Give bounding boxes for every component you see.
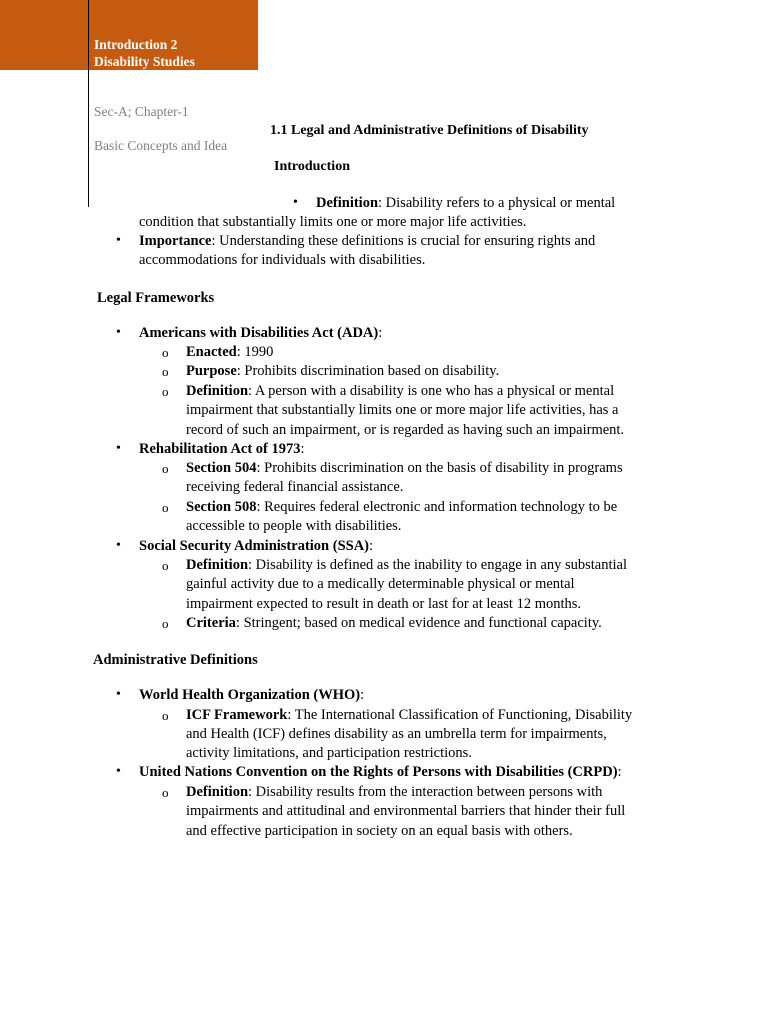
colon: :	[360, 687, 365, 703]
rehab-504-line2: receiving federal financial assistance.	[186, 479, 404, 495]
page-title: 1.1 Legal and Administrative Definitions of Disability	[270, 123, 589, 138]
sub-bullet-icon: o	[162, 500, 169, 515]
bullet-icon: •	[293, 195, 298, 210]
intro-definition-label: Definition	[316, 195, 379, 211]
who-item	[139, 687, 364, 704]
rehab-label: Rehabilitation Act of 1973	[139, 441, 301, 457]
intro-importance-line1	[139, 233, 595, 250]
administrative-definitions-heading: Administrative Definitions	[93, 652, 258, 668]
crpd-label: United Nations Convention on the Rights of Persons with Disabilities (CRPD)	[139, 764, 618, 780]
intro-importance-line2: accommodations for individuals with disabilities.	[139, 252, 426, 268]
header-title	[94, 36, 195, 70]
header-line-1: Introduction 2	[94, 37, 178, 52]
colon: :	[378, 325, 383, 341]
bullet-icon: •	[116, 233, 121, 248]
crpd-definition-line3: and effective participation in society on an equal basis with others.	[186, 823, 573, 839]
who-icf-line1	[186, 707, 632, 724]
rehab-508-line1	[186, 499, 617, 516]
sub-bullet-icon: o	[162, 345, 169, 360]
bullet-icon: •	[116, 325, 121, 340]
ada-definition-line2: impairment that substantially limits one or more major life activities, has a	[186, 402, 619, 418]
colon: :	[617, 764, 622, 780]
rehab-508-line2: accessible to people with disabilities.	[186, 518, 402, 534]
ssa-definition-line1	[186, 557, 627, 574]
crpd-definition-label: Definition	[186, 784, 249, 800]
sub-bullet-icon: o	[162, 364, 169, 379]
ssa-definition-line2: gainful activity due to a medically determinable physical or mental	[186, 576, 575, 592]
ada-purpose	[186, 363, 499, 380]
sub-bullet-icon: o	[162, 384, 169, 399]
who-icf-line2: and Health (ICF) defines disability as an umbrella term for impairments,	[186, 726, 607, 742]
who-icf-line3: activity limitations, and participation restrictions.	[186, 745, 472, 761]
bullet-icon: •	[116, 441, 121, 456]
rehab-504-line1	[186, 460, 623, 477]
bullet-icon: •	[116, 687, 121, 702]
legal-frameworks-heading: Legal Frameworks	[97, 290, 215, 306]
who-label: World Health Organization (WHO)	[139, 687, 361, 703]
rehab-504-text: : Prohibits discrimination on the basis of disability in programs	[256, 460, 623, 476]
colon: :	[300, 441, 305, 457]
crpd-definition-text: : Disability results from the interaction between persons with	[248, 784, 603, 800]
rehab-item	[139, 441, 305, 458]
intro-definition-text: : Disability refers to a physical or mental	[378, 195, 616, 211]
intro-definition-line1	[316, 195, 615, 212]
ada-label: Americans with Disabilities Act (ADA)	[139, 325, 379, 341]
header-divider-line	[88, 0, 89, 207]
ssa-criteria-text: : Stringent; based on medical evidence and functional capacity.	[235, 615, 602, 631]
ada-definition-line3: record of such an impairment, or is regarded as having such an impairment.	[186, 422, 625, 438]
intro-importance-label: Importance	[139, 233, 212, 249]
section-label: Sec-A; Chapter-1	[94, 104, 189, 119]
ssa-definition-label: Definition	[186, 557, 249, 573]
ada-purpose-text: : Prohibits discrimination based on disability.	[236, 363, 500, 379]
who-icf-text: : The International Classification of Functioning, Disability	[287, 707, 633, 723]
sub-bullet-icon: o	[162, 708, 169, 723]
crpd-definition-line2: impairments and attitudinal and environmental barriers that hinder their full	[186, 803, 626, 819]
header-line-2: Disability Studies	[94, 54, 195, 69]
who-icf-label: ICF Framework	[186, 707, 288, 723]
colon: :	[369, 538, 374, 554]
intro-importance-text: : Understanding these definitions is crucial for ensuring rights and	[211, 233, 596, 249]
ada-item	[139, 325, 382, 342]
ada-purpose-label: Purpose	[186, 363, 237, 379]
sub-bullet-icon: o	[162, 616, 169, 631]
ssa-definition-line3: impairment expected to result in death or last for at least 12 months.	[186, 596, 582, 612]
ssa-definition-text: : Disability is defined as the inability to engage in any substantial	[248, 557, 627, 573]
topic-label: Basic Concepts and Idea	[94, 138, 228, 153]
ssa-label: Social Security Administration (SSA)	[139, 538, 369, 554]
ada-enacted-text: : 1990	[236, 344, 274, 360]
rehab-504-label: Section 504	[186, 460, 257, 476]
rehab-508-text: : Requires federal electronic and information technology to be	[256, 499, 618, 515]
rehab-508-label: Section 508	[186, 499, 257, 515]
sub-bullet-icon: o	[162, 558, 169, 573]
ada-definition-line1	[186, 383, 614, 400]
ada-definition-label: Definition	[186, 383, 249, 399]
ada-enacted-label: Enacted	[186, 344, 237, 360]
bullet-icon: •	[116, 538, 121, 553]
intro-definition-line2: condition that substantially limits one or more major life activities.	[139, 214, 527, 230]
crpd-definition-line1	[186, 784, 602, 801]
ssa-criteria-label: Criteria	[186, 615, 236, 631]
ssa-item	[139, 538, 373, 555]
intro-heading: Introduction	[274, 159, 350, 174]
ssa-criteria	[186, 615, 602, 632]
ada-definition-text: : A person with a disability is one who has a physical or mental	[248, 383, 615, 399]
crpd-item	[139, 764, 622, 781]
bullet-icon: •	[116, 764, 121, 779]
sub-bullet-icon: o	[162, 461, 169, 476]
ada-enacted	[186, 344, 273, 361]
sub-bullet-icon: o	[162, 785, 169, 800]
